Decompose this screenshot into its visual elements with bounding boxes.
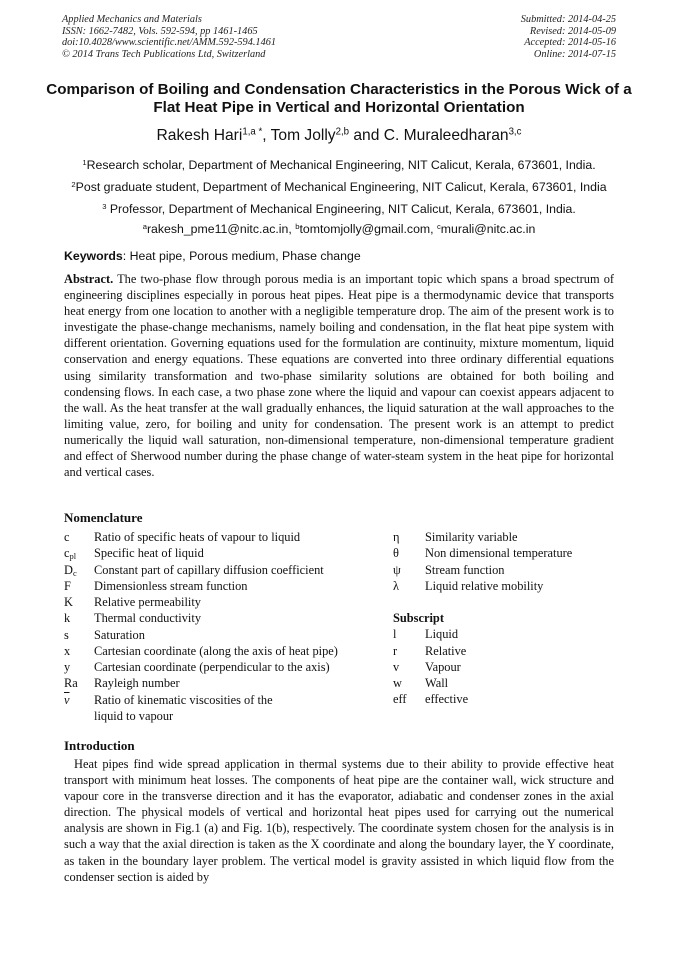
nomenclature-description: Dimensionless stream function — [94, 578, 248, 593]
paper-title: Comparison of Boiling and Condensation Characteristics in the Porous Wick of a Flat Heat Pipe in Vertical and Horizontal Orientation — [46, 81, 632, 116]
date-submitted: Submitted: 2014-04-25 — [520, 14, 616, 25]
nomenclature-description: Ratio of kinematic viscosities of the — [94, 692, 273, 707]
nomenclature-row — [64, 675, 384, 691]
subscript-symbol: r — [393, 643, 398, 658]
subscript-description: Liquid — [425, 627, 459, 642]
nomenclature-row — [64, 643, 384, 659]
keywords-text: : Heat pipe, Porous medium, Phase change — [122, 249, 361, 263]
affiliation-text: Post graduate student, Department of Mechanical Engineering, NIT Calicut, Kerala, 673601, India — [75, 180, 607, 194]
nomenclature-symbol: η — [393, 530, 400, 544]
subscript-symbol: eff — [393, 692, 407, 707]
keywords — [64, 249, 361, 263]
affiliation — [0, 202, 678, 216]
email-list — [0, 222, 678, 236]
nomenclature-symbol: F — [64, 578, 71, 593]
nomenclature-symbol: s — [64, 627, 69, 642]
affiliation — [0, 180, 678, 194]
subscript-row — [393, 691, 623, 707]
nomenclature-symbol: k — [64, 611, 71, 626]
subscript-row — [393, 643, 623, 659]
introduction-heading: Introduction — [64, 738, 135, 753]
affiliation-text: Research scholar, Department of Mechanical Engineering, NIT Calicut, Kerala, 673601, India. — [86, 158, 596, 172]
subscript-row — [393, 659, 623, 675]
author-name: Rakesh Hari — [156, 127, 243, 144]
journal-issn: ISSN: 1662-7482, Vols. 592-594, pp 1461-1465 — [62, 25, 258, 37]
abstract-label: Abstract. — [64, 272, 114, 286]
abstract — [64, 271, 614, 480]
author-name: C. Muraleedharan — [383, 127, 509, 144]
keywords-label: Keywords — [64, 249, 123, 263]
nomenclature-symbol: $D_c$ — [64, 562, 77, 578]
nomenclature-symbol: $c_{pl}$ — [64, 546, 77, 562]
nomenclature-description: Stream function — [425, 562, 505, 577]
nomenclature-row — [393, 529, 623, 545]
subscript-description: Relative — [425, 643, 467, 658]
nomenclature-row — [393, 578, 623, 594]
nomenclature-heading: Nomenclature — [64, 510, 143, 525]
nomenclature-symbol: $\overline{\nu}$ — [64, 692, 70, 707]
date-revised: Revised: 2014-05-09 — [529, 25, 616, 37]
nomenclature-symbol: ψ — [393, 562, 401, 577]
nomenclature-description: Constant part of capillary diffusion coefficient — [94, 562, 324, 577]
email-mark: c — [436, 221, 441, 231]
nomenclature-symbol: K — [64, 595, 73, 609]
nomenclature-symbol: λ — [393, 578, 400, 593]
affiliation-mark: 1 — [82, 157, 87, 167]
nomenclature-greek-list — [393, 529, 623, 708]
author-name: Tom Jolly — [270, 127, 336, 144]
date-accepted: Accepted: 2014-05-16 — [524, 37, 616, 49]
nomenclature-description: Ratio of specific heats of vapour to liquid — [94, 530, 301, 544]
nomenclature-description: Similarity variable — [425, 530, 518, 544]
nomenclature-symbol: c — [64, 530, 70, 544]
email-link[interactable]: rakesh_pme11@nitc.ac.in, — [146, 222, 296, 236]
author-affiliation-mark: 2,b — [335, 126, 350, 138]
nomenclature-row — [64, 692, 384, 708]
subscript-description: effective — [425, 692, 469, 707]
nomenclature-description: Saturation — [94, 627, 145, 642]
journal-doi[interactable]: doi:10.4028/www.scientific.net/AMM.592-594.1461 — [62, 37, 277, 49]
email-link[interactable]: tomtomjolly@gmail.com, — [299, 222, 437, 236]
nomenclature-description: Rayleigh number — [94, 676, 180, 691]
nomenclature-description-continued: liquid to vapour — [94, 708, 174, 723]
author-separator: and — [349, 127, 384, 144]
nomenclature-symbol: θ — [393, 546, 399, 561]
introduction-text: Heat pipes find wide spread application in thermal systems due to their ability to provide effective heat transport with minimum heat losses. The components of heat pipe are the container wall, wick structure and vapour core in the transverse direction and it has the evaporator, adiabatic and condenser zones in the axial direction. The physical models of vertical and horizontal heat pipes used for carrying out the numerical analysis are shown in Fig.1 (a) and Fig. 1(b), respectively. The coordinate system chosen for the analysis is in such a way that the axial direction is taken as the X coordinate and along the boundary layer, the Y coordinate, as taken in the boundary layer problem. The vertical model is gravity assisted in which liquid flow from the condenser section is aided by — [64, 757, 614, 884]
author-affiliation-mark: 3,c — [508, 126, 522, 138]
nomenclature-row — [64, 659, 384, 675]
nomenclature-row — [393, 562, 623, 578]
affiliation-mark: 2 — [71, 179, 76, 189]
subscript-symbol: l — [393, 627, 397, 642]
date-online: Online: 2014-07-15 — [533, 48, 616, 60]
author-affiliation-mark: 1,a * — [242, 126, 263, 138]
journal-copyright: © 2014 Trans Tech Publications Ltd, Switzerland — [62, 48, 266, 60]
abstract-text: The two-phase flow through porous media is an important topic which spans a broad spectrum of engineering disciplines especially in porous heat pipes. Heat pipe is a thermodynamic device that transports heat energy from one location to another with a negligible temperature drop. The aim of the present work is to investigate the phase-change mechanisms, namely boiling and condensation, in the flat heat pipe system with different orientation. Governing equations used for the formulation are continuity, mixture momentum, liquid conservation and energy equations. These equations are converted into three ordinary differential equations using similarity transformation and two-phase similarity solutions are obtained for both boiling and condensing flows. In each case, a two phase zone where the liquid and vapour can coexist appears adjacent to the wall. As the heat transfer at the wall gradually enhances, the liquid saturation at the wall approaches to the limiting value, zero, for boiling and unity for condensation. The present work is an attempt to predict numerically the liquid wall saturation, non-dimensional temperature, non-dimensional temperature gradient and effect of Sherwood number during the phase change of water-steam system in the heat pipe for horizontal and vertical cases. — [64, 272, 615, 480]
nomenclature-description: Specific heat of liquid — [94, 546, 204, 561]
email-mark: a — [142, 221, 147, 231]
email-link[interactable]: murali@nitc.ac.in — [440, 222, 536, 236]
author-list — [0, 127, 678, 145]
nomenclature-row — [64, 578, 384, 594]
nomenclature-description: Non dimensional temperature — [425, 546, 573, 561]
subscript-symbol: w — [393, 676, 402, 690]
journal-info — [62, 14, 276, 60]
nomenclature-symbol: x — [64, 643, 71, 658]
subscript-description: Wall — [425, 676, 449, 690]
nomenclature-symbol: y — [64, 660, 71, 674]
subscript-row — [393, 626, 623, 642]
subscript-symbol: v — [393, 659, 400, 674]
nomenclature-description: Relative permeability — [94, 595, 202, 609]
affiliation-mark: 3 — [102, 201, 107, 211]
nomenclature-row — [64, 545, 384, 561]
author-separator: , — [262, 127, 271, 144]
subscript-description: Vapour — [425, 659, 461, 674]
affiliation-text: Professor, Department of Mechanical Engineering, NIT Calicut, Kerala, 673601, India. — [109, 202, 576, 216]
publication-dates — [521, 14, 616, 60]
affiliation — [0, 158, 678, 172]
nomenclature-row — [64, 529, 384, 545]
nomenclature-row — [64, 562, 384, 578]
nomenclature-description: Cartesian coordinate (perpendicular to the axis) — [94, 660, 330, 674]
nomenclature-description: Liquid relative mobility — [425, 578, 544, 593]
nomenclature-symbol: Ra — [64, 676, 78, 691]
nomenclature-row — [64, 610, 384, 626]
nomenclature-description: Thermal conductivity — [94, 611, 202, 626]
nomenclature-row — [393, 545, 623, 561]
nomenclature-description: Cartesian coordinate (along the axis of heat pipe) — [94, 643, 338, 658]
nomenclature-list — [64, 529, 384, 724]
nomenclature-row — [64, 627, 384, 643]
email-mark: b — [295, 221, 300, 231]
journal-name: Applied Mechanics and Materials — [62, 14, 202, 25]
subscript-heading: Subscript — [393, 611, 444, 625]
nomenclature-row — [64, 594, 384, 610]
subscript-row — [393, 675, 623, 691]
